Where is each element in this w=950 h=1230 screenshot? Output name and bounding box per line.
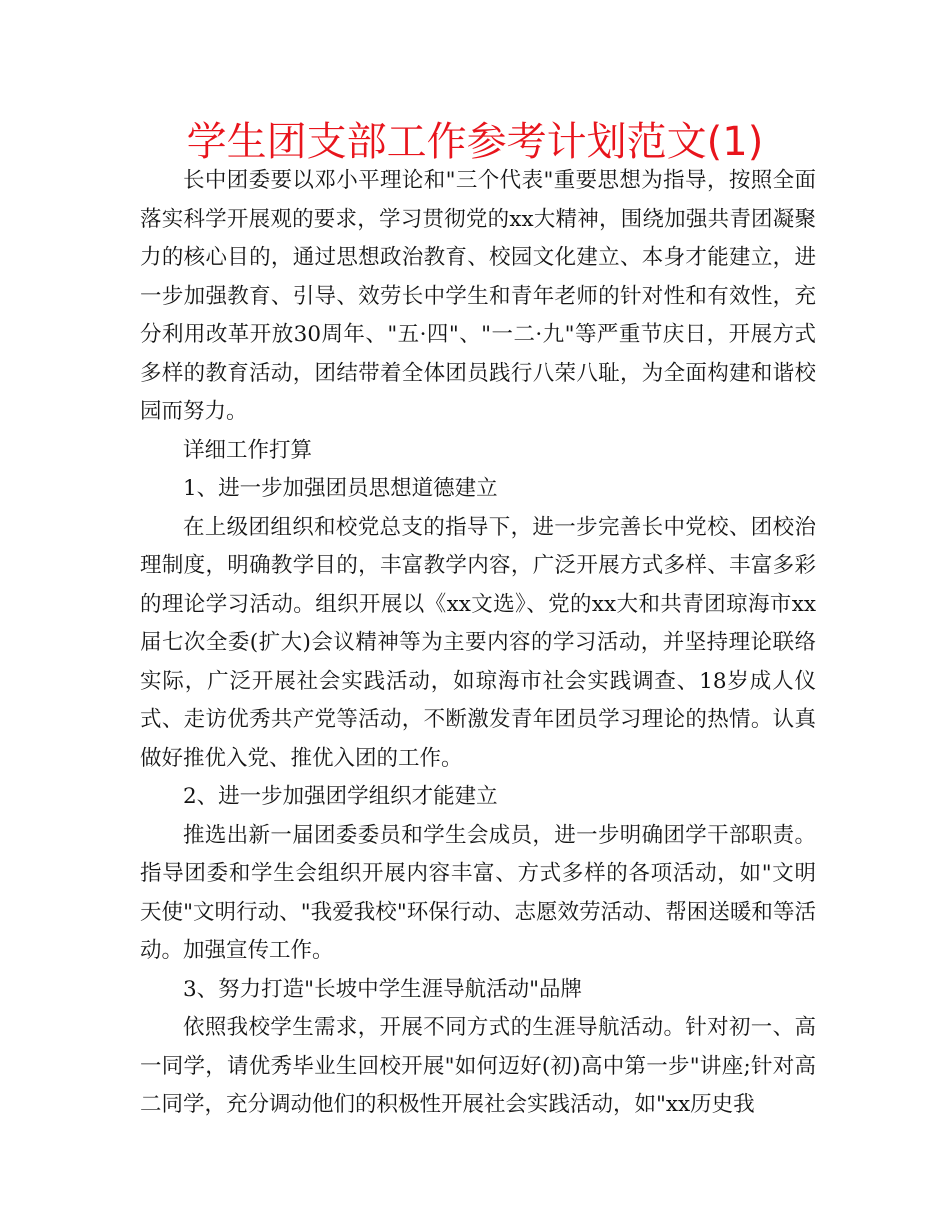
section-heading-1: 1、进一步加强团员思想道德建立 bbox=[183, 476, 498, 501]
section-heading-2: 2、进一步加强团学组织才能建立 bbox=[183, 784, 498, 809]
document-body bbox=[140, 162, 816, 1125]
paragraph-section-2: 推选出新一届团委委员和学生会成员，进一步明确团学干部职责。指导团委和学生会组织开展内容丰富、方式多样的各项活动，如"文明天使"文明行动、"我爱我校"环保行动、志愿效劳活动、帮困送暖和等活动。加强宣传工作。 bbox=[140, 822, 816, 963]
section-heading-plan: 详细工作打算 bbox=[183, 437, 313, 463]
paragraph-section-1: 在上级团组织和校党总支的指导下，进一步完善长中党校、团校治理制度，明确教学目的，丰富教学内容，广泛开展方式多样、丰富多彩的理论学习活动。组织开展以《xx文选》、党的xx大和共青团琼海市xx届七次全委(扩大)会议精神等为主要内容的学习活动，并坚持理论联络实际，广泛开展社会实践活动，如琼海市社会实践调查、18岁成人仪式、走访优秀共产党等活动，不断激发青年团员学习理论的热情。认真做好推优入党、推优入团的工作。 bbox=[140, 514, 816, 771]
paragraph-section-3: 依照我校学生需求，开展不同方式的生涯导航活动。针对初一、高一同学，请优秀毕业生回校开展"如何迈好(初)高中第一步"讲座;针对高二同学，充分调动他们的积极性开展社会实践活动，如"xx历史我 bbox=[140, 1015, 816, 1117]
document-title: 学生团支部工作参考计划范文(1) bbox=[186, 119, 764, 165]
paragraph-intro: 长中团委要以邓小平理论和"三个代表"重要思想为指导，按照全面落实科学开展观的要求，学习贯彻党的xx大精神，围绕加强共青团凝聚力的核心目的，通过思想政治教育、校园文化建立、本身才能建立，进一步加强教育、引导、效劳长中学生和青年老师的针对性和有效性，充分利用改革开放30周年、"五·四"、"一二·九"等严重节庆日，开展方式多样的教育活动，团结带着全体团员践行八荣八耻，为全面构建和谐校园而努力。 bbox=[140, 168, 816, 424]
section-heading-3: 3、努力打造"长坡中学生涯导航活动"品牌 bbox=[183, 976, 582, 1002]
